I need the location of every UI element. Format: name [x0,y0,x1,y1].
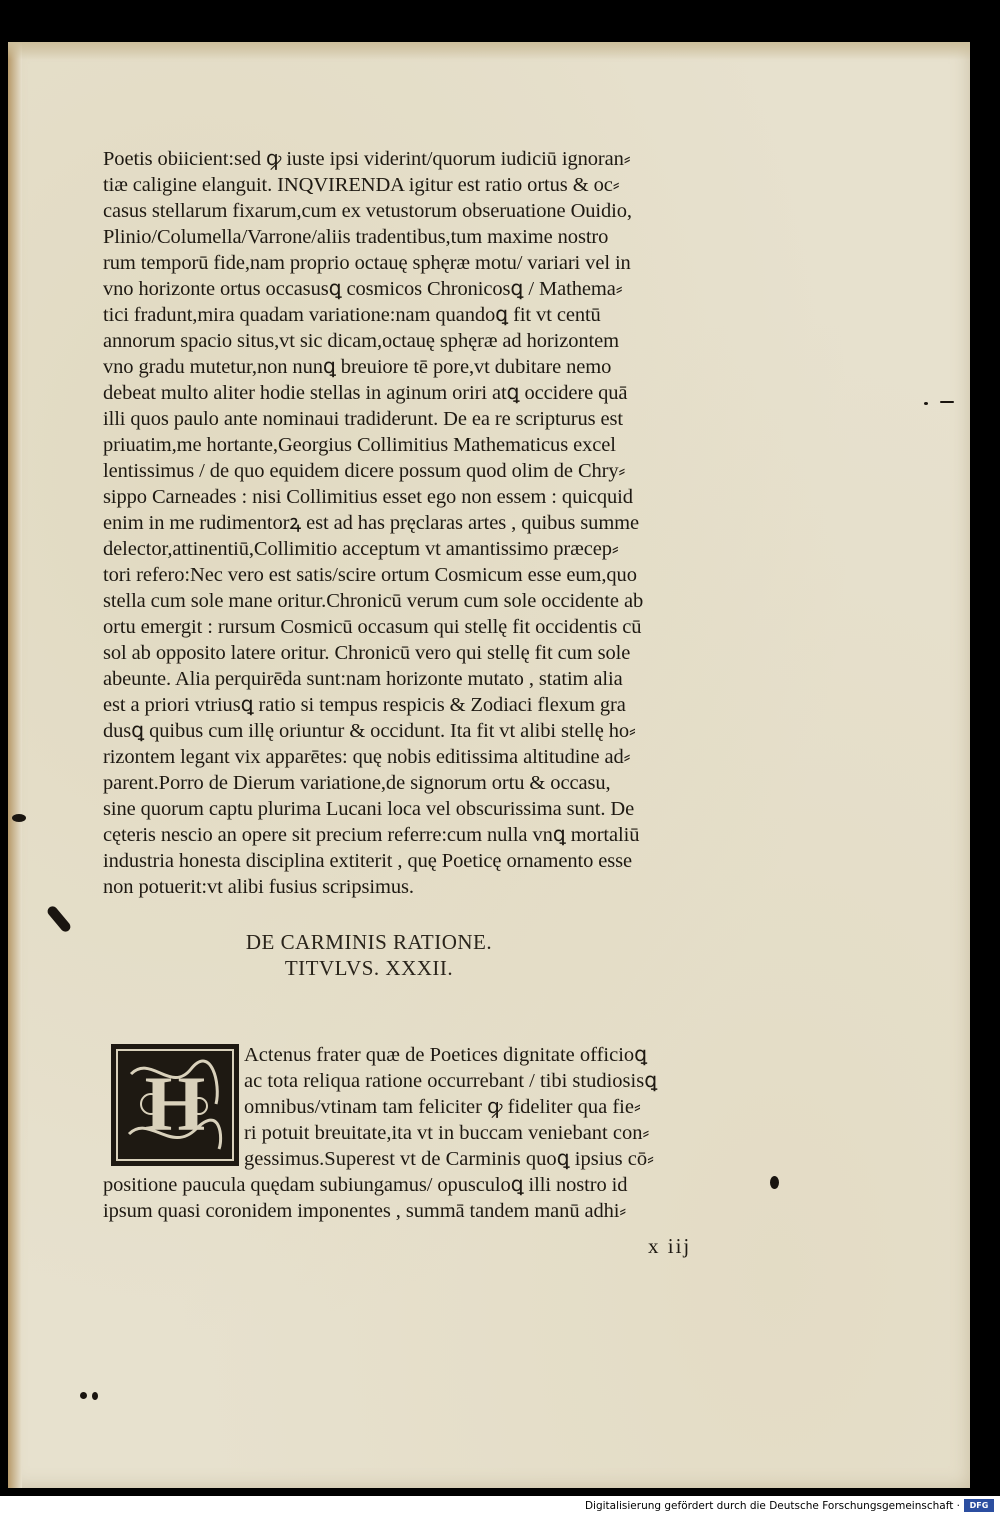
body-line: industria honesta disciplina extiterit , quę Poeticę ornamento esse [103,850,633,872]
body-line: rizontem legant vix apparētes: quę nobis editissima altitudine ad⸗ [103,746,631,768]
chapter-line: ac tota reliqua ratione occurrebant / tibi studiosisꝗ [244,1070,658,1092]
ink-dot [80,1392,87,1399]
footer-credit: Digitalisierung gefördert durch die Deutsche Forschungsgemeinschaft · [584,1500,960,1512]
body-line: tiæ caligine elanguit. INQVIRENDA igitur est ratio ortus & oc⸗ [103,174,620,196]
chapter-heading: DE CARMINIS RATIONE. [245,930,493,954]
book-page [8,42,970,1488]
body-line: lentissimus / de quo equidem dicere possum quod olim de Chry⸗ [103,460,626,482]
body-line: illi quos paulo ante nominaui tradiderunt. De ea re scripturus est [103,408,623,430]
chapter-line: ipsum quasi coronidem imponentes , summā tandem manū adhi⸗ [103,1200,627,1222]
body-line: sine quorum captu plurima Lucani loca vel obscurissima sunt. De [103,798,635,820]
body-line: stella cum sole mane oritur.Chronicū verum cum sole occidente ab [103,590,644,612]
chapter-line: gessimus.Superest vt de Carminis quoꝗ ipsius cō⸗ [244,1148,654,1170]
body-line: debeat multo aliter hodie stellas in aginum oriri atꝗ occidere quā [103,382,628,404]
body-line: delector,attinentiū,Collimitio acceptum vt amantissimo præcep⸗ [103,538,619,560]
body-line: priuatim,me hortante,Georgius Collimitius Mathematicus excel [103,434,616,456]
body-line: tori refero:Nec vero est satis/scire ortum Cosmicum esse eum,quo [103,564,637,586]
chapter-line: omnibus/vtinam tam feliciter ꝙ fideliter qua fie⸗ [244,1096,641,1118]
body-line: sippo Carneades : nisi Collimitius esset ego non essem : quicquid [103,486,633,508]
body-line: non potuerit:vt alibi fusius scripsimus. [103,876,414,898]
page-top-edge [8,42,970,60]
body-line: Poetis obiicient:sed ꝙ iuste ipsi viderint/quorum iudiciū ignoran⸗ [103,148,631,170]
ink-dash [940,401,954,403]
body-line: Plinio/Columella/Varrone/aliis tradentibus,tum maxime nostro [103,226,609,248]
body-line: sol ab opposito latere oritur. Chronicū vero qui stellę fit cum sole [103,642,631,664]
body-line: vno horizonte ortus occasusꝗ cosmicos Chronicosꝗ / Mathema⸗ [103,278,623,300]
body-line: tici fradunt,mira quadam variatione:nam quandoꝗ fit vt centū [103,304,601,326]
body-line: cęteris nescio an opere sit precium referre:cum nulla vnꝗ mortaliū [103,824,640,846]
ink-dot [924,402,928,405]
body-line: annorum spacio situs,vt sic dicam,octauę sphęræ ad horizontem [103,330,619,352]
page-spine-shadow [8,42,22,1488]
body-line: ortu emergit : rursum Cosmicū occasum qui stellę fit occidentis cū [103,616,642,638]
ink-blot [770,1176,779,1189]
ink-blot [12,814,26,822]
body-line: enim in me rudimentorꝝ est ad has pręclaras artes , quibus summe [103,512,640,534]
body-line: abeunte. Alia perquirēda sunt:nam horizonte mutato , statim alia [103,668,623,690]
body-line: rum temporū fide,nam proprio octauę sphęræ motu/ variari vel in [103,252,631,274]
body-line: casus stellarum fixarum,cum ex vetustorum obseruatione Ouidio, [103,200,632,222]
body-line: dusꝗ quibus cum illę oriuntur & occidunt. Ita fit vt alibi stellę ho⸗ [103,720,636,742]
ink-dot [92,1392,98,1400]
dfg-logo: DFG [964,1499,994,1512]
signature-mark: x iij [648,1234,692,1258]
chapter-number: TITVLVS. XXXII. [284,956,454,980]
chapter-line: Actenus frater quæ de Poetices dignitate officioꝗ [244,1044,648,1066]
body-line: vno gradu mutetur,non nunꝗ breuiore tē pore,vt dubitare nemo [103,356,612,378]
chapter-line: positione paucula quędam subiungamus/ opusculoꝗ illi nostro id [103,1174,628,1196]
body-line: est a priori vtriusꝗ ratio si tempus respicis & Zodiaci flexum gra [103,694,626,716]
body-line: parent.Porro de Dierum variatione,de signorum ortu & occasu, [103,772,611,794]
decorated-initial-h [111,1044,239,1166]
chapter-line: ri potuit breuitate,ita vt in buccam veniebant con⸗ [244,1122,650,1144]
initial-letter: H [144,1060,206,1147]
